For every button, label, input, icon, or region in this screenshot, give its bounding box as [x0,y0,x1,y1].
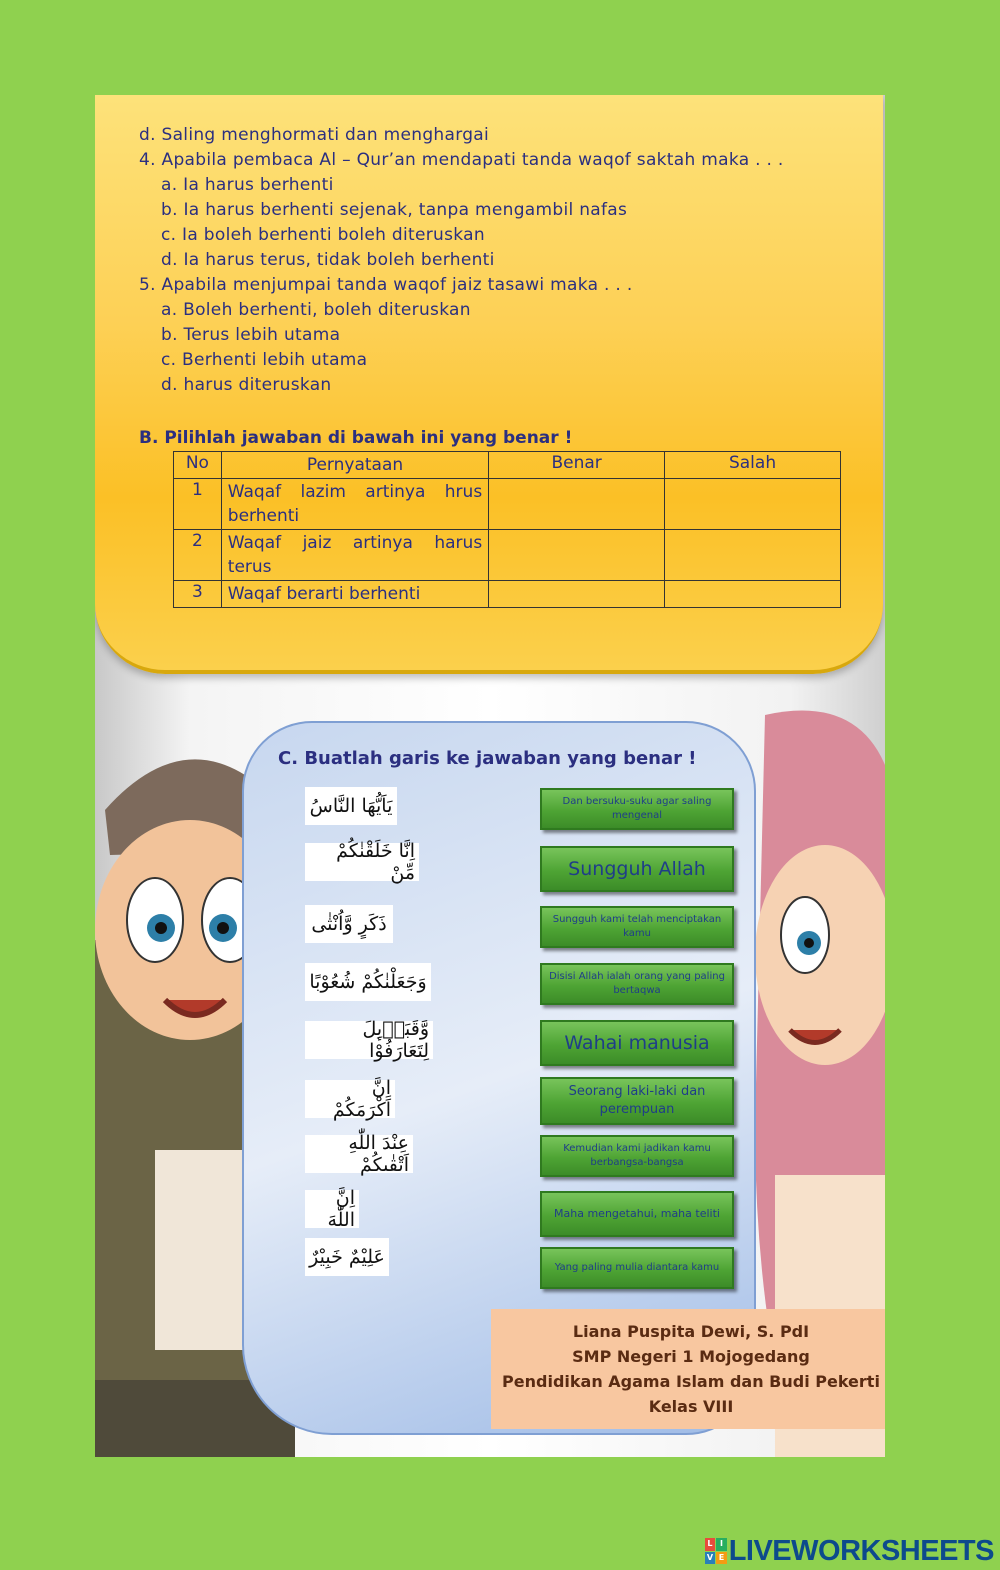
row-number: 2 [174,530,222,581]
arabic-phrase-6[interactable]: اِنَّ اَكْرَمَكُمْ [305,1080,395,1118]
arabic-phrase-2[interactable]: اِنَّا خَلَقْنٰكُمْ مِّنْ [305,843,419,881]
row-number: 1 [174,479,222,530]
option-b-q5: b. Terus lebih utama [161,325,341,345]
question-4: 4. Apabila pembaca Al – Qur’an mendapati tanda waqof saktah maka . . . [139,150,784,170]
row-statement: Waqaf berarti berhenti [221,581,488,608]
liveworksheets-brand [705,1536,994,1566]
liveworksheets-logo-icon: L I V E [705,1538,727,1564]
arabic-phrase-4[interactable]: وَجَعَلْنٰكُمْ شُعُوْبًا [305,963,431,1001]
option-d-q5: d. harus diteruskan [161,375,332,395]
answer-button-4[interactable]: Disisi Allah ialah orang yang paling bertaqwa [540,963,734,1005]
question-5: 5. Apabila menjumpai tanda waqof jaiz tasawi maka . . . [139,275,633,295]
benar-answer-cell[interactable] [489,581,665,608]
option-d-q4: d. Ia harus terus, tidak boleh berhenti [161,250,495,270]
option-a-q5: a. Boleh berhenti, boleh diteruskan [161,300,471,320]
row-statement: Waqaf lazim artinya hrus berhenti [221,479,488,530]
arabic-phrase-5[interactable]: وَّقَبَاۤىِٕلَ لِتَعَارَفُوْا [305,1021,433,1059]
arabic-phrase-8[interactable]: اِنَّ اللّٰهَ [305,1190,359,1228]
option-d-q3: d. Saling menghormati dan menghargai [139,125,490,145]
class-level: Kelas VIII [648,1397,734,1416]
arabic-phrase-9[interactable]: عَلِيْمٌ خَبِيْرٌ [305,1238,389,1276]
arabic-phrase-1[interactable]: يَاَيُّهَا النَّاسُ [305,787,397,825]
author-credit-box [491,1309,885,1429]
section-c-title: C. Buatlah garis ke jawaban yang benar ! [278,748,697,769]
worksheet-page [95,95,885,1457]
answer-button-5[interactable]: Wahai manusia [540,1020,734,1066]
table-row [174,530,841,581]
yellow-question-panel [95,95,883,674]
school-name: SMP Negeri 1 Mojogedang [572,1347,810,1366]
arabic-phrase-3[interactable]: ذَكَرٍ وَّاُنْثٰى [305,905,393,943]
benar-answer-cell[interactable] [489,479,665,530]
arabic-phrase-7[interactable]: عِنْدَ اللّٰهِ اَتْقٰىكُمْ [305,1135,413,1173]
table-header-row [174,452,841,479]
row-number: 3 [174,581,222,608]
option-a-q4: a. Ia harus berhenti [161,175,334,195]
option-b-q4: b. Ia harus berhenti sejenak, tanpa mengambil nafas [161,200,628,220]
author-name: Liana Puspita Dewi, S. PdI [572,1322,810,1341]
salah-answer-cell[interactable] [665,479,841,530]
answer-button-6[interactable]: Seorang laki-laki dan perempuan [540,1077,734,1125]
answer-button-1[interactable]: Dan bersuku-suku agar saling mengenal [540,788,734,830]
benar-answer-cell[interactable] [489,530,665,581]
option-c-q5: c. Berhenti lebih utama [161,350,368,370]
salah-answer-cell[interactable] [665,581,841,608]
row-statement: Waqaf jaiz artinya harus terus [221,530,488,581]
header-benar: Benar [489,452,665,479]
header-no: No [174,452,222,479]
answer-button-2[interactable]: Sungguh Allah [540,846,734,892]
answer-button-7[interactable]: Kemudian kami jadikan kamu berbangsa-bangsa [540,1135,734,1177]
salah-answer-cell[interactable] [665,530,841,581]
subject-name: Pendidikan Agama Islam dan Budi Pekerti [502,1372,880,1391]
header-salah: Salah [665,452,841,479]
answer-button-9[interactable]: Yang paling mulia diantara kamu [540,1247,734,1289]
option-c-q4: c. Ia boleh berhenti boleh diteruskan [161,225,485,245]
header-statement: Pernyataan [221,452,488,479]
table-row [174,581,841,608]
section-b-title: B. Pilihlah jawaban di bawah ini yang benar ! [139,428,573,448]
liveworksheets-wordmark: LIVEWORKSHEETS [728,1534,994,1567]
true-false-table [173,451,841,608]
answer-button-8[interactable]: Maha mengetahui, maha teliti [540,1191,734,1237]
table-row [174,479,841,530]
answer-button-3[interactable]: Sungguh kami telah menciptakan kamu [540,906,734,948]
